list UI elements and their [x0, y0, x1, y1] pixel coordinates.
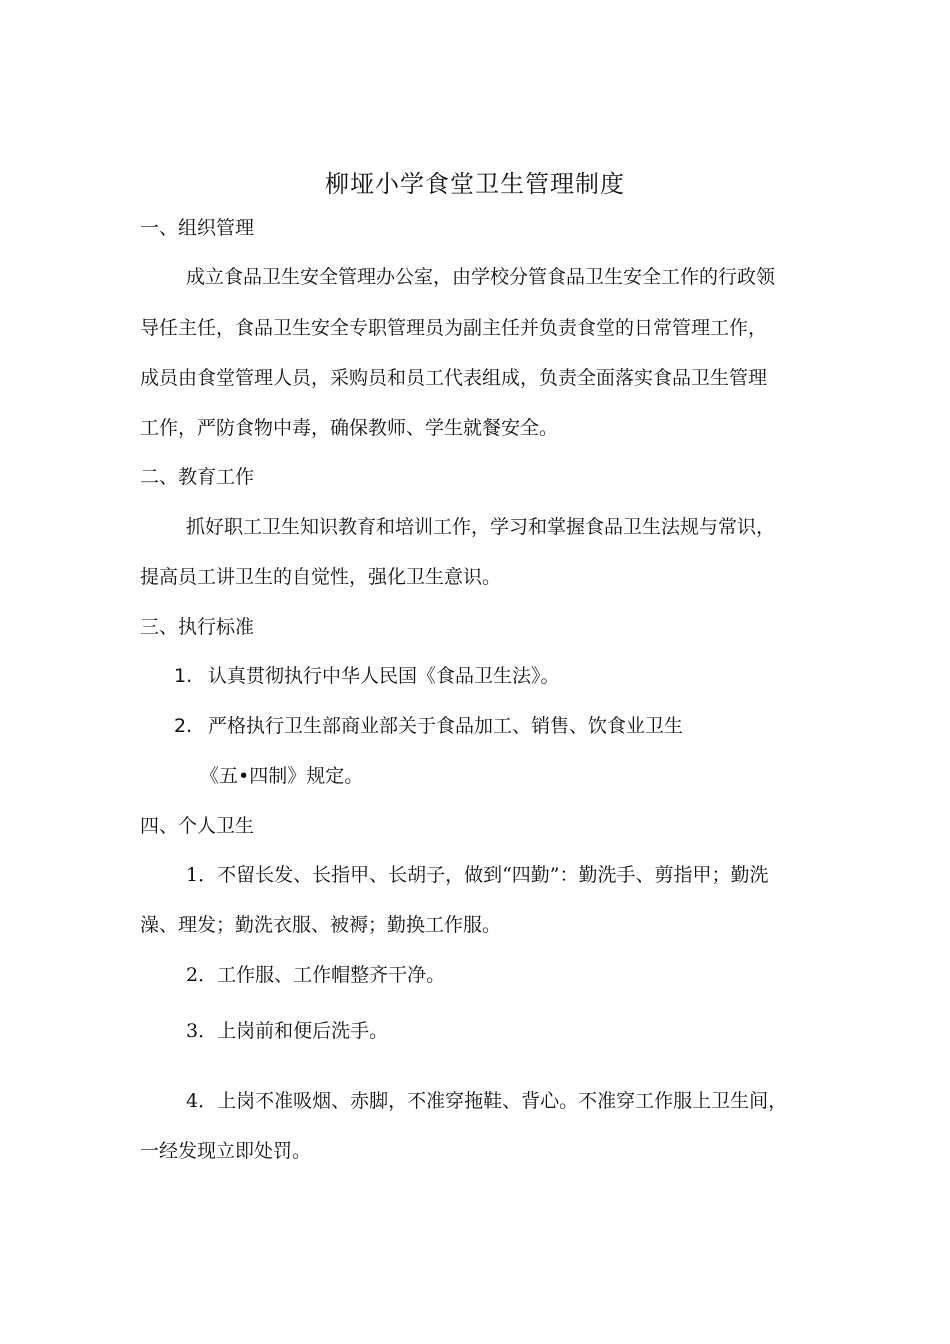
paragraph-line: 工作，严防食物中毒，确保教师、学生就餐安全。 [140, 417, 559, 439]
section-heading-standards: 三、执行标准 [140, 616, 255, 638]
paragraph-line: 抓好职工卫生知识教育和培训工作，学习和掌握食品卫生法规与常识， [186, 516, 776, 538]
section-heading-personal-hygiene: 四、个人卫生 [140, 815, 255, 837]
list-item [174, 714, 683, 738]
paragraph-line: 成员由食堂管理人员，采购员和员工代表组成，负责全面落实食品卫生管理 [140, 367, 768, 389]
section-heading-organization: 一、组织管理 [140, 217, 255, 239]
list-item-number: 1. [174, 665, 193, 687]
paragraph-line: 1．不留长发、长指甲、长胡子，做到“四勤”：勤洗手、剪指甲；勤洗 [186, 864, 769, 886]
paragraph-line: 3．上岗前和便后洗手。 [186, 1020, 389, 1042]
list-item-continuation: 《五•四制》规定。 [200, 765, 364, 787]
paragraph-line: 提高员工讲卫生的自觉性，强化卫生意识。 [140, 566, 502, 588]
paragraph-line: 4．上岗不准吸烟、赤脚，不准穿拖鞋、背心。不准穿工作服上卫生间， [186, 1090, 788, 1112]
paragraph-line: 成立食品卫生安全管理办公室，由学校分管食品卫生安全工作的行政领 [186, 266, 776, 288]
list-item-number: 2. [174, 715, 193, 737]
paragraph-line: 澡、理发；勤洗衣服、被褥；勤换工作服。 [140, 914, 502, 936]
section-heading-education: 二、教育工作 [140, 466, 255, 488]
paragraph-line: 一经发现立即处罚。 [140, 1140, 312, 1162]
list-item [174, 664, 560, 688]
list-item-text: 认真贯彻执行中华人民国《食品卫生法》。 [208, 665, 560, 687]
paragraph-line: 导任主任，食品卫生安全专职管理员为副主任并负责食堂的日常管理工作， [140, 317, 768, 339]
document-title: 柳垭小学食堂卫生管理制度 [325, 170, 625, 198]
list-item-text: 严格执行卫生部商业部关于食品加工、销售、饮食业卫生 [208, 715, 684, 737]
paragraph-line: 2．工作服、工作帽整齐干净。 [186, 964, 446, 986]
